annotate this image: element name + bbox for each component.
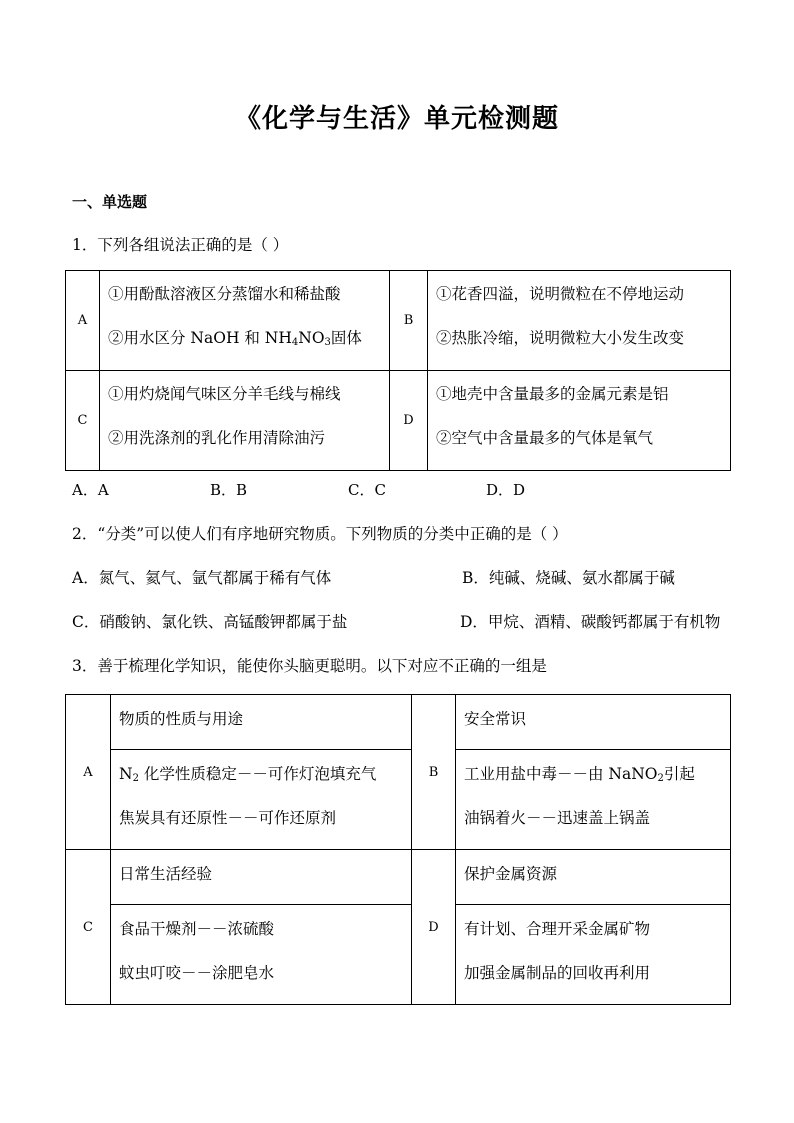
q2-option-d[interactable]: D．甲烷、酒精、碳酸钙都属于有机物 [460, 613, 721, 631]
q1-label-d: D [390, 371, 428, 471]
q1-cell-b: ①花香四溢，说明微粒在不停地运动 ②热胀冷缩，说明微粒大小发生改变 [428, 271, 731, 371]
q3-body-d: 有计划、合理开采金属矿物 加强金属制品的回收再利用 [456, 905, 731, 1005]
q1-cell-c: ①用灼烧闻气味区分羊毛线与棉线 ②用洗涤剂的乳化作用清除油污 [100, 371, 390, 471]
page-title: 《化学与生活》单元检测题 [234, 104, 559, 134]
q1-label-b: B [390, 271, 428, 371]
q1-cell-d: ①地壳中含量最多的金属元素是铝 ②空气中含量最多的气体是氧气 [428, 371, 731, 471]
q1-cell-a: ①用酚酞溶液区分蒸馏水和稀盐酸 ②用水区分 NaOH 和 $NH_4NO_3$固体 [100, 271, 390, 371]
q1-option-c[interactable]: C．C [348, 481, 386, 499]
question-1-stem: 1．下列各组说法正确的是（ ） [72, 236, 289, 254]
q2-option-c[interactable]: C．硝酸钠、氯化铁、高锰酸钾都属于盐 [72, 613, 348, 631]
q3-label-d: D [412, 850, 456, 1005]
q3-label-a: A [66, 695, 111, 850]
q1-option-b[interactable]: B．B [210, 481, 248, 499]
q3-head-b: 安全常识 [456, 695, 731, 750]
q2-option-b[interactable]: B．纯碱、烧碱、氨水都属于碱 [462, 569, 675, 587]
q2-option-a[interactable]: A．氮气、氦气、氩气都属于稀有气体 [72, 569, 332, 587]
q1-option-a[interactable]: A．A [72, 481, 109, 499]
q3-head-a: 物质的性质与用途 [111, 695, 412, 750]
question-3-stem: 3．善于梳理化学知识，能使你头脑更聪明。以下对应不正确的一组是 [72, 657, 547, 675]
q3-head-d: 保护金属资源 [456, 850, 731, 905]
q3-label-b: B [412, 695, 456, 850]
question-3-table [65, 694, 731, 1005]
q3-head-c: 日常生活经验 [111, 850, 412, 905]
q1-label-c: C [66, 371, 100, 471]
q3-body-c: 食品干燥剂－－浓硫酸 蚊虫叮咬－－涂肥皂水 [111, 905, 412, 1005]
q3-body-b: 工业用盐中毒－－由 NaNO$_2$引起 油锅着火－－迅速盖上锅盖 [456, 750, 731, 850]
q1-label-a: A [66, 271, 100, 371]
q3-body-a: $N_2$ 化学性质稳定－－可作灯泡填充气 焦炭具有还原性－－可作还原剂 [111, 750, 412, 850]
question-2-stem: 2．“分类”可以使人们有序地研究物质。下列物质的分类中正确的是（ ） [72, 525, 568, 543]
q3-label-c: C [66, 850, 111, 1005]
q1-option-d[interactable]: D．D [486, 481, 526, 499]
question-1-table [65, 270, 731, 471]
section-heading: 一、单选题 [72, 193, 148, 211]
